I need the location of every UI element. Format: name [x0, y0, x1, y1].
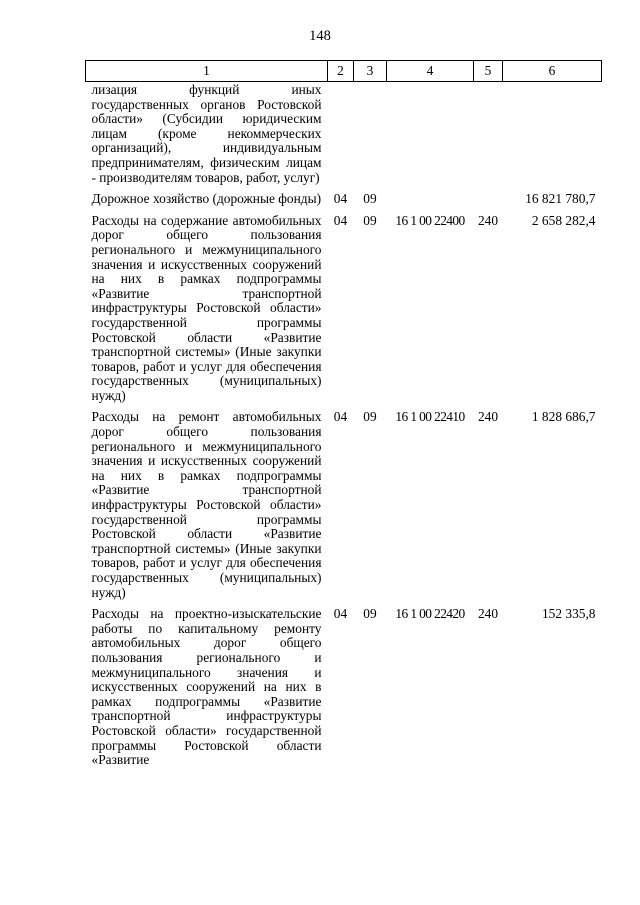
column-header-6: 6	[503, 61, 602, 82]
row-description: лизация функций иных государственных органов Ростовской области» (Субсидии юридическим лицам (кроме некоммерческих организаций), индивидуальным предпринимателям, физическим лицам - производителям товаров, работ, услуг)	[91, 82, 322, 185]
row-subsection: 09	[363, 191, 377, 207]
table-row	[86, 192, 602, 214]
table-row	[86, 607, 602, 768]
row-expense-type	[474, 192, 503, 214]
row-subsection: 09	[363, 606, 377, 622]
row-section: 04	[333, 191, 348, 207]
row-subsection: 09	[363, 409, 377, 425]
row-amount	[503, 82, 602, 193]
row-expense-type: 240	[477, 606, 499, 622]
row-target-article: 16 1 00 22420	[395, 606, 465, 622]
table-row	[86, 410, 602, 607]
row-description: Расходы на ремонт автомобильных дорог общего пользования регионального и межмуниципального значения и искусственных сооружений на них в рамках подпрограммы «Развитие транспортной инфраструктуры Ростовской области» государственной программы Ростовской области «Развитие транспортной системы» (Иные закупки товаров, работ и услуг для обеспечения государственных (муниципальных) нужд)	[91, 409, 322, 600]
row-description: Расходы на проектно-изыскательские работы по капитальному ремонту автомобильных дорог общего пользования регионального и межмуниципального значения и искусственных сооружений на них в рамках подпрограммы «Развитие транспортной инфраструктуры Ростовской области» государственной программы Ростовской области «Развитие	[91, 606, 322, 768]
row-subsection: 09	[363, 212, 377, 228]
row-subsection	[354, 82, 387, 193]
row-expense-type: 240	[477, 409, 499, 425]
row-section: 04	[333, 212, 348, 228]
row-section: 04	[333, 409, 348, 425]
row-amount: 16 821 780,7	[525, 191, 596, 207]
row-target-article: 16 1 00 22400	[395, 212, 465, 228]
row-target-article	[387, 192, 474, 214]
row-expense-type	[474, 82, 503, 193]
row-section	[328, 82, 354, 193]
column-header-1: 1	[86, 61, 328, 82]
row-target-article: 16 1 00 22410	[395, 409, 465, 425]
row-description: Дорожное хозяйство (дорожные фонды)	[91, 191, 322, 207]
column-header-2: 2	[328, 61, 354, 82]
budget-table	[85, 60, 602, 768]
column-header-4: 4	[387, 61, 474, 82]
row-amount: 152 335,8	[541, 606, 596, 622]
row-amount: 2 658 282,4	[531, 212, 596, 228]
row-amount: 1 828 686,7	[531, 409, 596, 425]
table-row	[86, 82, 602, 193]
row-section: 04	[333, 606, 348, 622]
column-header-3: 3	[354, 61, 387, 82]
row-expense-type: 240	[477, 212, 499, 228]
row-target-article	[387, 82, 474, 193]
table-header-row	[86, 61, 602, 82]
column-header-5: 5	[474, 61, 503, 82]
page-number: 148	[309, 28, 331, 44]
table-row	[86, 214, 602, 411]
row-description: Расходы на содержание автомобильных дорог общего пользования регионального и межмуниципального значения и искусственных сооружений на них в рамках подпрограммы «Развитие транспортной инфраструктуры Ростовской области» государственной программы Ростовской области «Развитие транспортной системы» (Иные закупки товаров, работ и услуг для обеспечения государственных (муниципальных) нужд)	[91, 212, 322, 403]
